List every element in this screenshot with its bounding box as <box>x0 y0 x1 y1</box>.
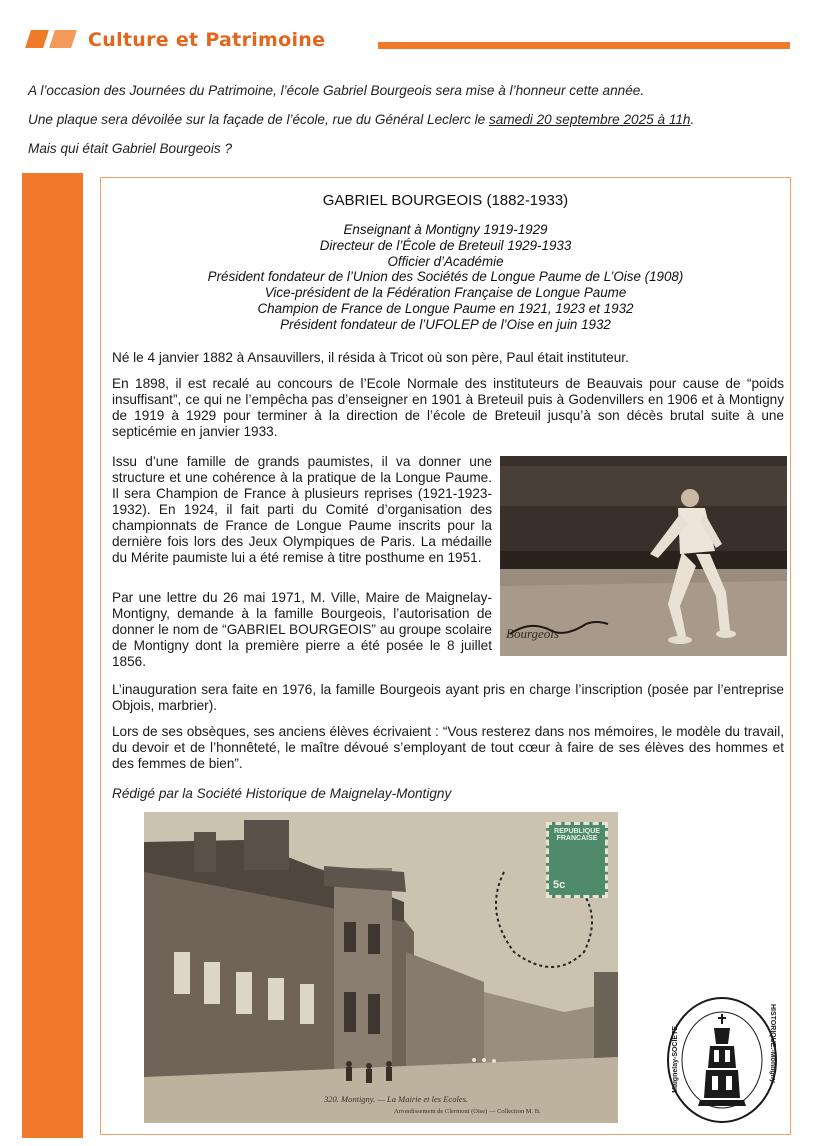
stamp-country: REPUBLIQUE FRANCAISE <box>554 828 600 842</box>
paragraph-paume: Issu d’une famille de grands paumistes, il va donner une structure et une cohérence à la pratique de la Longue Paume. Il sera Champion de France à plusieurs reprises (1921-1923-1932). En 1924, il fait parti du Comité d’organisation des championnats de France de Longue Paume inscrits pour la dernière fois lors des Jeux Olympiques de Paris. La médaille du Mérite paumiste lui a été remise à titre posthume en 1951. <box>112 454 492 565</box>
bio-title: GABRIEL BOURGEOIS (1882-1933) <box>322 192 569 209</box>
role-line: Président fondateur de l’UFOLEP de l’Oise en juin 1932 <box>280 316 611 332</box>
player-signature: Bourgeois <box>506 626 559 641</box>
role-line: Directeur de l’École de Breteuil 1929-1933 <box>319 237 572 253</box>
postcard-subcaption: Arrondissement de Clermont (Oise) — Collection M. B. <box>394 1108 541 1115</box>
role-line: Enseignant à Montigny 1919-1929 <box>343 222 548 237</box>
intro-line-1: A l’occasion des Journées du Patrimoine, l’école Gabriel Bourgeois sera mise à l’honneur cette année. <box>28 83 645 98</box>
intro-text <box>28 82 798 169</box>
bio-roles <box>100 222 791 333</box>
header-rule <box>378 42 790 49</box>
paragraph-career: En 1898, il est recalé au concours de l’Ecole Normale des instituteurs de Beauvais pour cause de “poids insuffisant”, ce qui ne l’empêcha pas d’enseigner en 1901 à Breteuil puis à Godenvillers en 1906 et à Montigny de 1919 à 1929 pour terminer à la direction de l’école de Breteuil jusqu’à son décès brutal suite à une septicémie en janvier 1933. <box>112 376 784 439</box>
paragraph-tribute: Lors de ses obsèques, ses anciens élèves écrivaient : “Vous resterez dans nos mémoires, le modèle du travail, du devoir et de l’honnêteté, le maître dévoué s’employant de tout cœur à faire de ses élèves des hommes et des femmes de bien”. <box>112 724 784 771</box>
seal-text-left: Maignelay-SOCIETE. <box>672 1024 679 1093</box>
postcard-caption: 320. Montigny. — La Mairie et les Ecoles. <box>324 1094 469 1104</box>
seal-text-right: HISTORIQUE.-Montigny. <box>769 1004 776 1085</box>
role-line: Officier d’Académie <box>387 253 504 269</box>
seal-icon <box>664 994 780 1126</box>
event-date: samedi 20 septembre 2025 à 11h <box>488 112 691 127</box>
orange-sidebar <box>22 173 83 1138</box>
paragraph-inauguration: L’inauguration sera faite en 1976, la famille Bourgeois ayant pris en charge l’inscription (posée par l’entreprise Objois, marbrier). <box>112 682 784 713</box>
intro-line-2: Une plaque sera dévoilée sur la façade de l’école, rue du Général Leclerc le samedi 20 septembre 2025 à 11h. <box>28 112 695 127</box>
society-seal-logo <box>664 994 780 1126</box>
paragraph-birth: Né le 4 janvier 1882 à Ansauvillers, il résida à Tricot où son père, Paul était instituteur. <box>112 350 629 365</box>
role-line: Vice-président de la Fédération Française de Longue Paume <box>264 285 627 301</box>
author-credit: Rédigé par la Société Historique de Maignelay-Montigny <box>112 786 452 801</box>
intro-line-3: Mais qui était Gabriel Bourgeois ? <box>28 141 233 156</box>
header-logo-blocks <box>22 30 78 48</box>
section-title: Culture et Patrimoine <box>88 29 326 51</box>
paragraph-naming: Par une lettre du 26 mai 1971, M. Ville, Maire de Maignelay-Montigny, demande à la famille Bourgeois, l’autorisation de donner le nom de “GABRIEL BOURGEOIS” au groupe scolaire de Montigny dont la première pierre a été posée le 8 juillet 1856. <box>112 590 492 669</box>
role-line: Président fondateur de l’Union des Sociétés de Longue Paume de L’Oise (1908) <box>207 269 684 285</box>
stamp-value: 5c <box>553 879 566 891</box>
postcard-photo <box>144 812 618 1123</box>
postage-stamp <box>546 822 608 898</box>
role-line: Champion de France de Longue Paume en 1921, 1923 et 1932 <box>257 300 634 316</box>
player-photo <box>500 456 787 656</box>
